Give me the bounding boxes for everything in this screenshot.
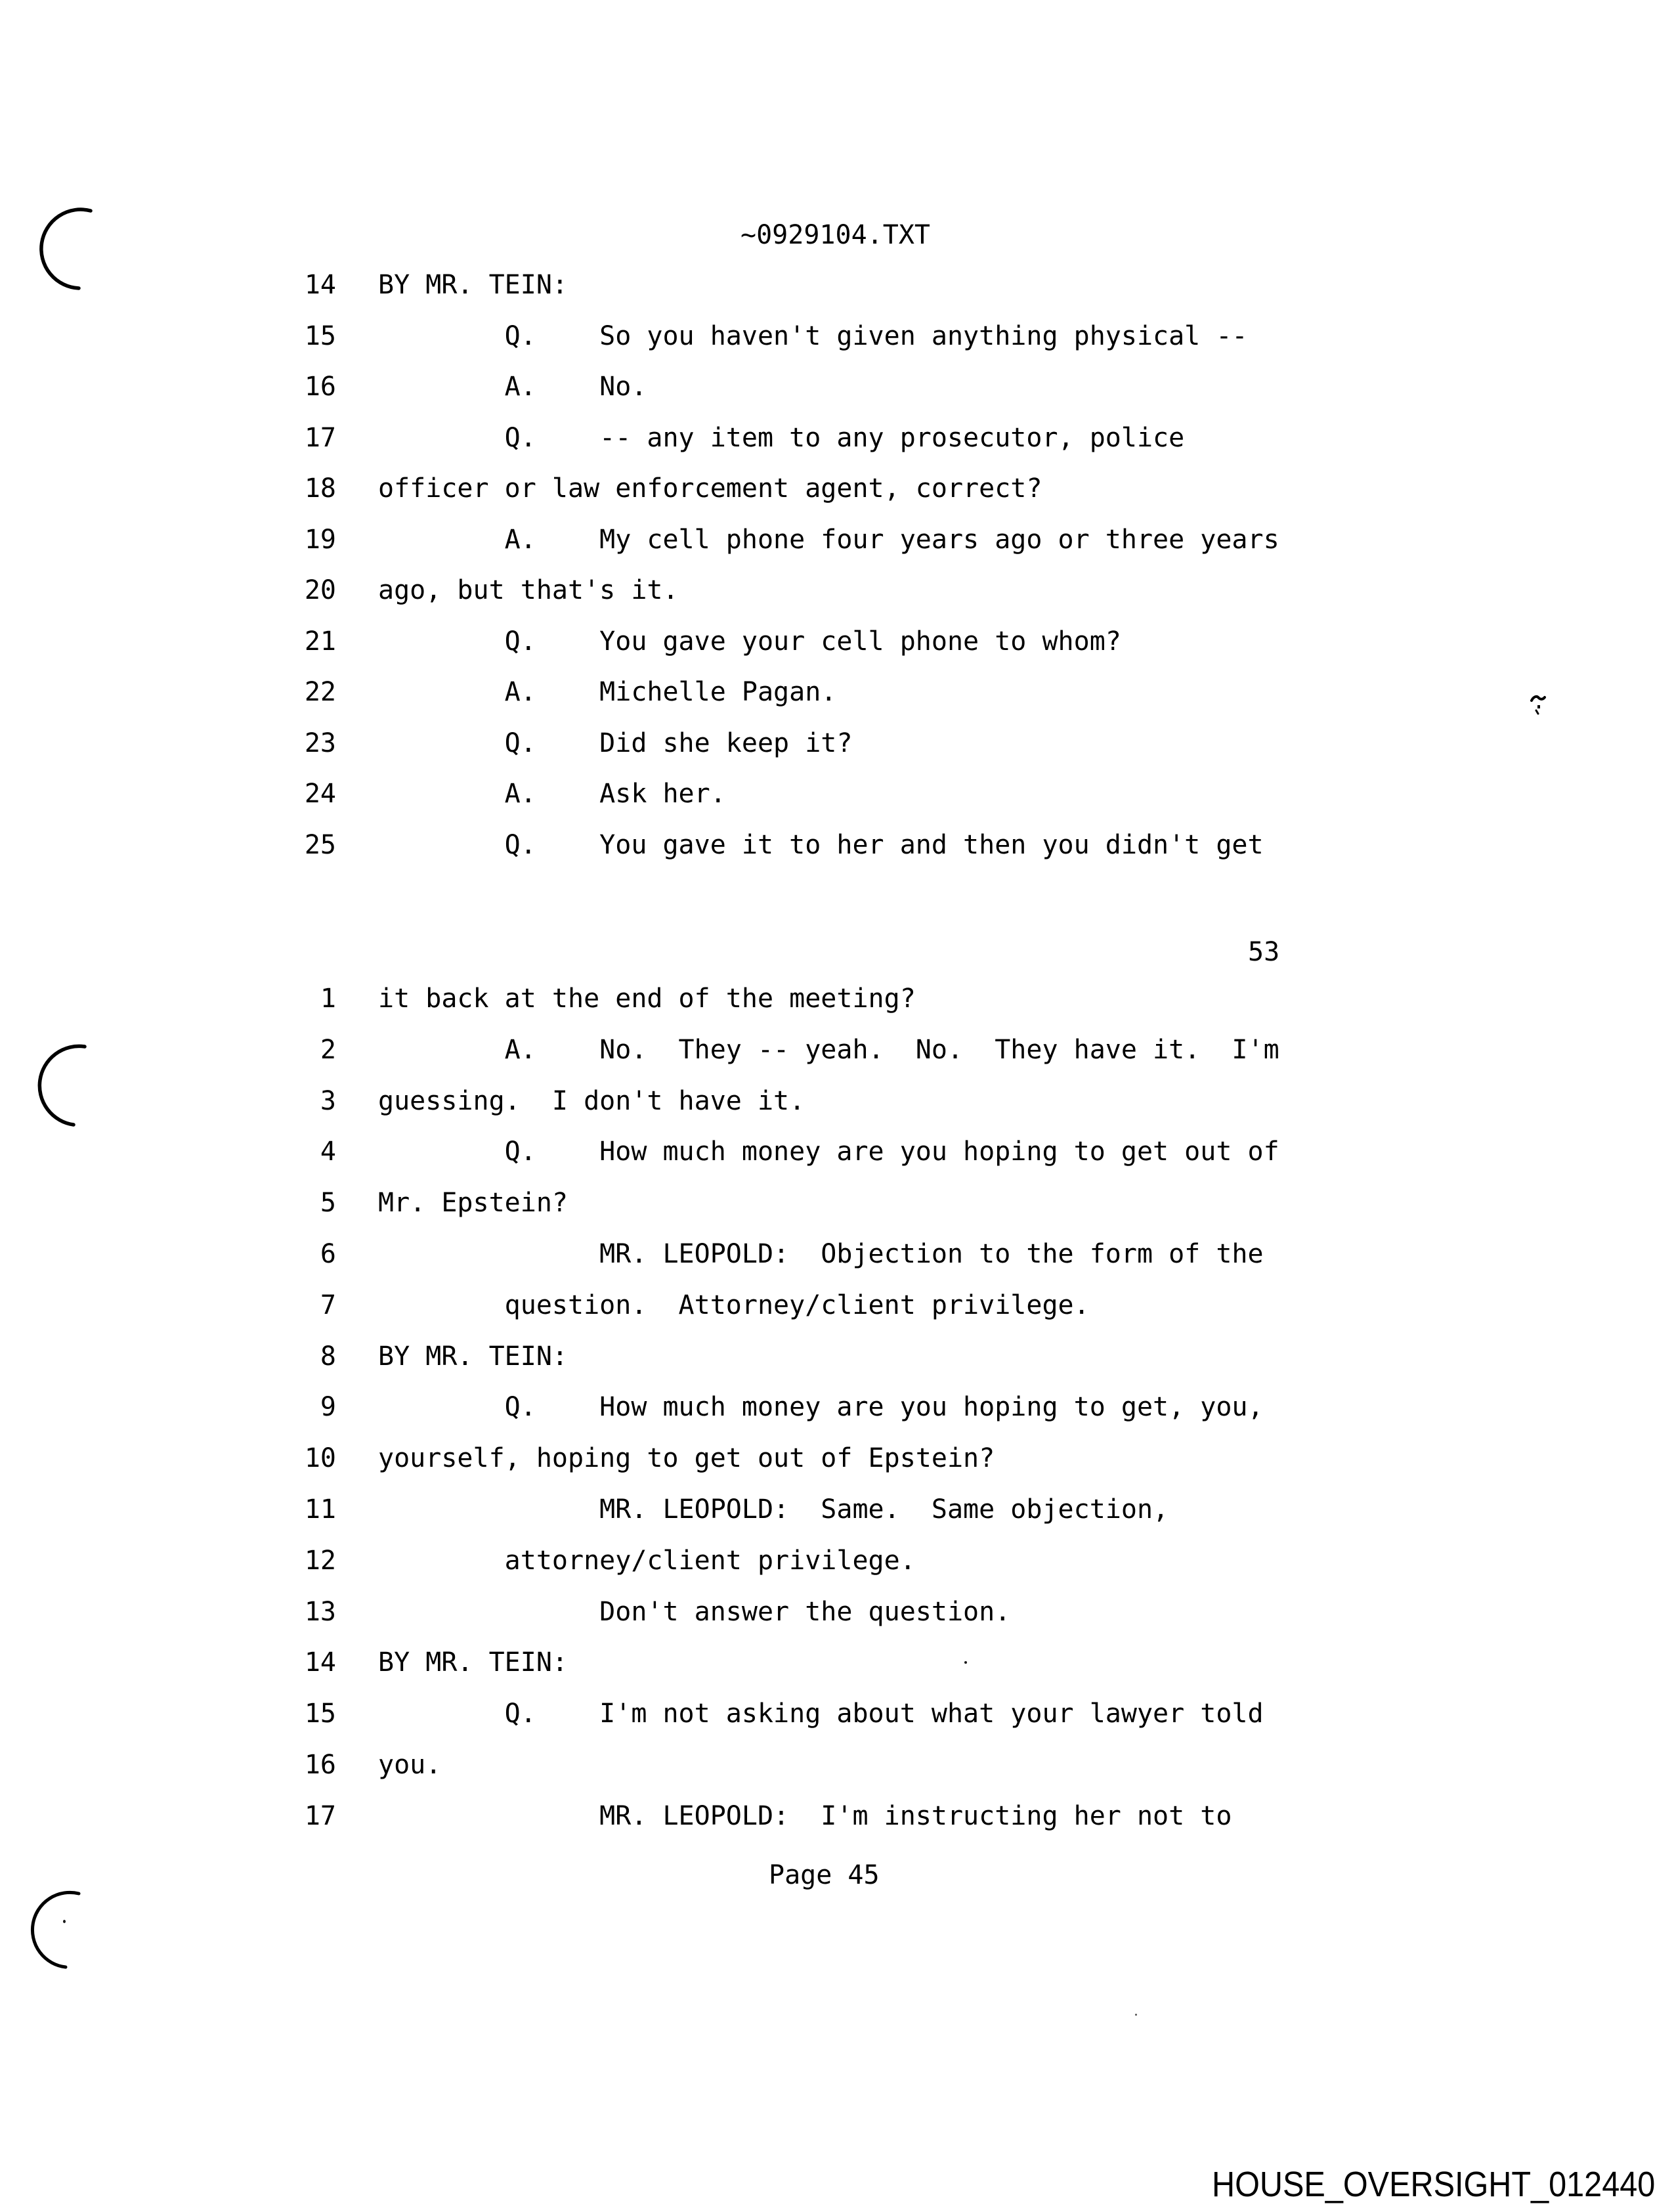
transcript-line (0, 470, 1674, 507)
line-text: attorney/client privilege. (378, 1546, 916, 1576)
line-number: 11 (304, 1494, 336, 1525)
line-text: you. (378, 1750, 442, 1780)
line-text: BY MR. TEIN: (378, 1341, 568, 1372)
line-text: A. No. (378, 372, 647, 402)
line-number: 7 (320, 1290, 336, 1320)
line-text: Q. -- any item to any prosecutor, police (378, 423, 1185, 453)
filename-header: ~0929104.TXT (740, 220, 930, 250)
transcript-line (0, 1031, 1674, 1068)
line-number: 17 (304, 1801, 336, 1831)
transcript-line (0, 1389, 1674, 1425)
line-number: 1 (320, 984, 336, 1014)
line-text: question. Attorney/client privilege. (378, 1290, 1090, 1320)
line-number: 21 (304, 626, 336, 657)
line-number: 23 (304, 728, 336, 758)
transcript-line (0, 1133, 1674, 1170)
line-text: MR. LEOPOLD: I'm instructing her not to (378, 1801, 1232, 1831)
transcript-line (0, 980, 1674, 1017)
line-number: 6 (320, 1239, 336, 1269)
ink-dot (964, 1661, 967, 1664)
line-number: 15 (304, 321, 336, 351)
line-text: MR. LEOPOLD: Same. Same objection, (378, 1494, 1169, 1525)
line-number: 16 (304, 372, 336, 402)
transcript-line (0, 1695, 1674, 1732)
line-number: 17 (304, 423, 336, 453)
transcript-line (0, 267, 1674, 303)
transcript-line (0, 827, 1674, 863)
line-number: 5 (320, 1188, 336, 1218)
transcript-line (0, 674, 1674, 710)
transcript-line (0, 1083, 1674, 1119)
transcript-line (0, 623, 1674, 660)
transcript-line (0, 1491, 1674, 1528)
line-text: guessing. I don't have it. (378, 1086, 805, 1116)
line-text: A. Michelle Pagan. (378, 677, 837, 707)
transcript-line (0, 521, 1674, 558)
line-number: 12 (304, 1546, 336, 1576)
line-text: officer or law enforcement agent, correct? (378, 473, 1042, 504)
line-text: Mr. Epstein? (378, 1188, 568, 1218)
transcript-line (0, 1798, 1674, 1834)
line-text: Don't answer the question. (378, 1597, 1011, 1627)
line-text: Q. How much money are you hoping to get out of (378, 1137, 1279, 1167)
transcript-line (0, 1184, 1674, 1221)
transcript-line (0, 420, 1674, 456)
line-number: 22 (304, 677, 336, 707)
line-number: 8 (320, 1341, 336, 1372)
line-number: 14 (304, 270, 336, 300)
line-text: it back at the end of the meeting? (378, 984, 916, 1014)
transcript-line (0, 775, 1674, 812)
line-number: 24 (304, 779, 336, 809)
line-number: 25 (304, 830, 336, 860)
line-text: A. Ask her. (378, 779, 726, 809)
line-number: 10 (304, 1443, 336, 1473)
transcript-line (0, 318, 1674, 355)
transcript-line (0, 1542, 1674, 1579)
line-text: ago, but that's it. (378, 575, 679, 605)
transcript-line (0, 1594, 1674, 1630)
transcript-page-number: 53 (1248, 937, 1280, 967)
ink-dot (1135, 2014, 1137, 2016)
line-text: Q. You gave it to her and then you didn't get (378, 830, 1264, 860)
line-text: A. My cell phone four years ago or three years (378, 525, 1279, 555)
line-number: 2 (320, 1035, 336, 1065)
line-text: Q. How much money are you hoping to get, you, (378, 1392, 1264, 1422)
crescent-mark-bottom (32, 1892, 79, 1967)
transcript-line (0, 1644, 1674, 1681)
line-number: 19 (304, 525, 336, 555)
line-number: 14 (304, 1647, 336, 1678)
line-text: A. No. They -- yeah. No. They have it. I'm (378, 1035, 1279, 1065)
line-number: 16 (304, 1750, 336, 1780)
transcript-line (0, 1746, 1674, 1783)
line-number: 9 (320, 1392, 336, 1422)
transcript-line (0, 368, 1674, 405)
line-text: Q. Did she keep it? (378, 728, 853, 758)
line-number: 4 (320, 1137, 336, 1167)
line-text: Q. I'm not asking about what your lawyer told (378, 1699, 1264, 1729)
bates-stamp: HOUSE_OVERSIGHT_012440 (1212, 2165, 1656, 2204)
transcript-line (0, 725, 1674, 762)
line-text: BY MR. TEIN: (378, 1647, 568, 1678)
footer-page-label: Page 45 (769, 1860, 880, 1890)
line-text: Q. So you haven't given anything physical -- (378, 321, 1248, 351)
ink-dot (63, 1920, 66, 1923)
line-number: 15 (304, 1699, 336, 1729)
transcript-line (0, 1287, 1674, 1324)
line-number: 20 (304, 575, 336, 605)
line-number: 3 (320, 1086, 336, 1116)
line-number: 13 (304, 1597, 336, 1627)
line-text: MR. LEOPOLD: Objection to the form of the (378, 1239, 1264, 1269)
ink-speck (1536, 710, 1538, 714)
transcript-line (0, 1338, 1674, 1375)
line-text: BY MR. TEIN: (378, 270, 568, 300)
transcript-line (0, 572, 1674, 609)
line-text: Q. You gave your cell phone to whom? (378, 626, 1121, 657)
line-text: yourself, hoping to get out of Epstein? (378, 1443, 995, 1473)
transcript-line (0, 1236, 1674, 1272)
line-number: 18 (304, 473, 336, 504)
transcript-line (0, 1440, 1674, 1477)
